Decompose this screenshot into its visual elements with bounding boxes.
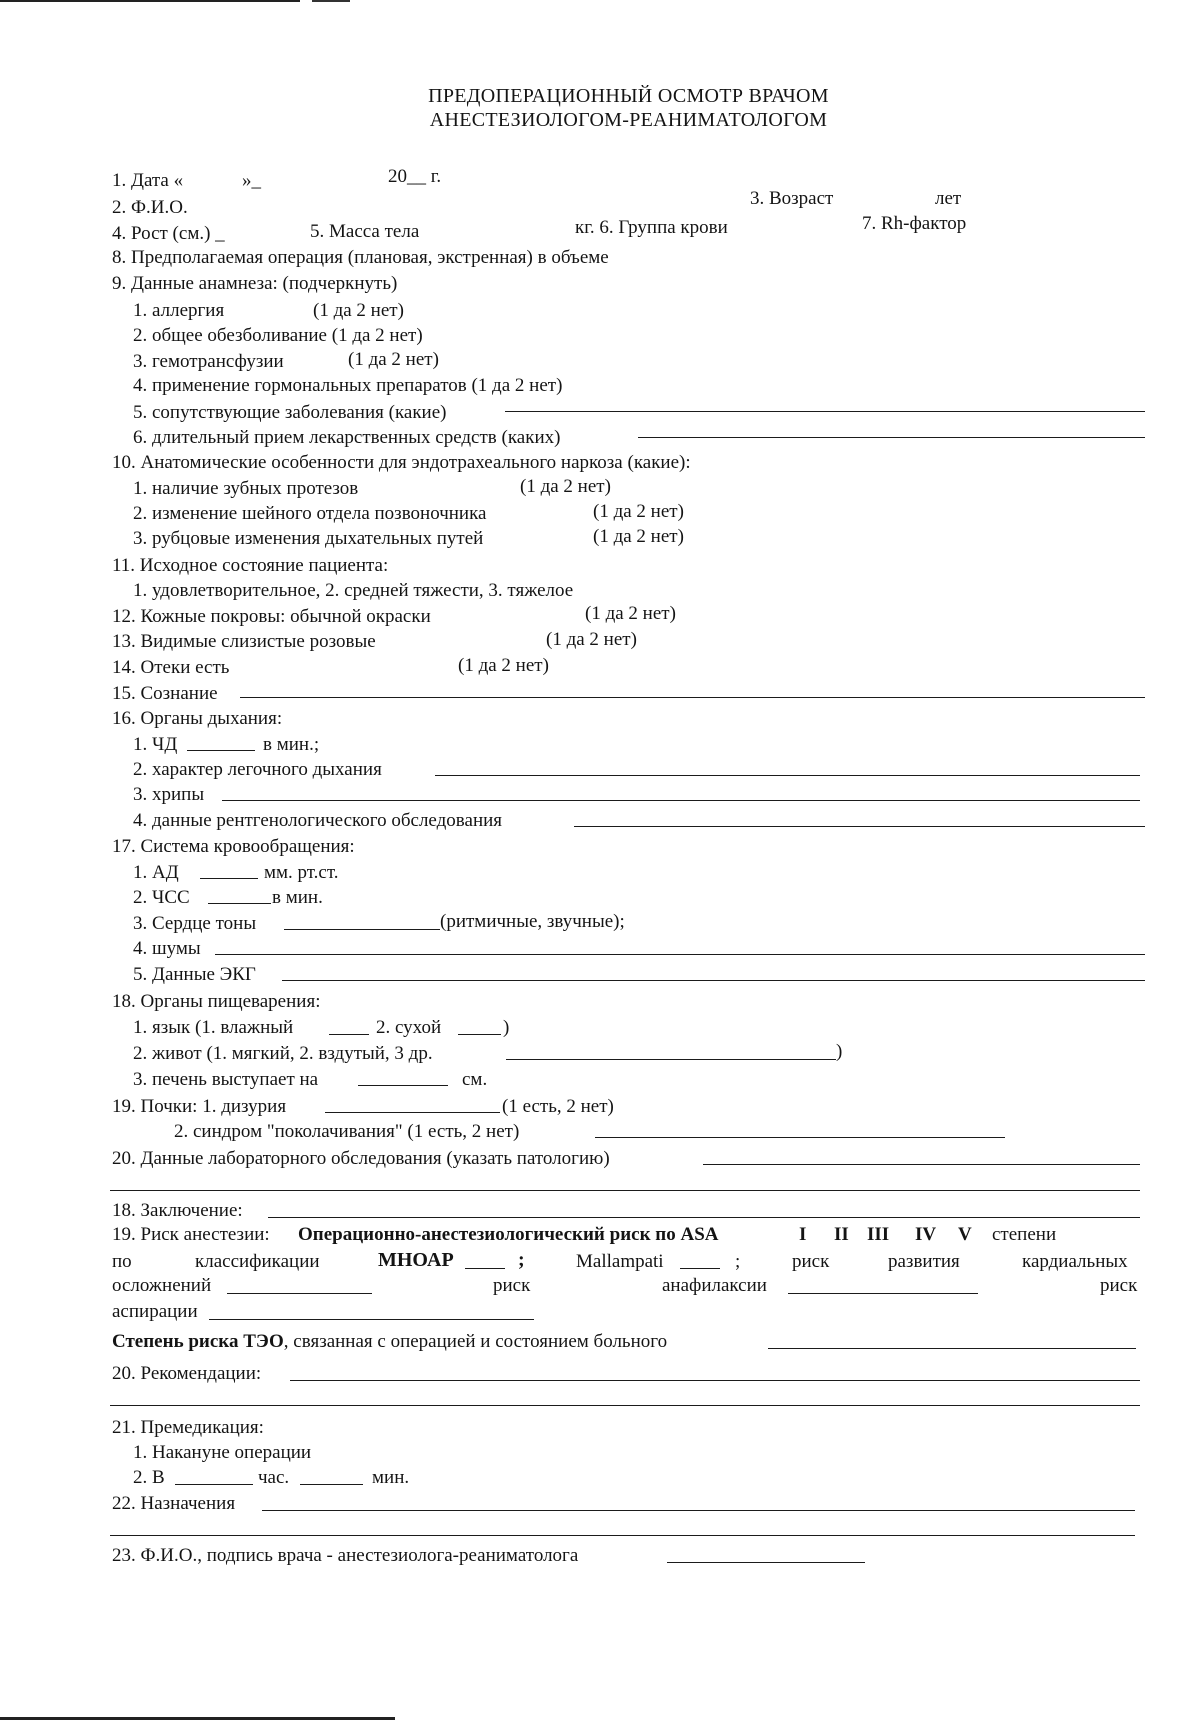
risk-row2-risk: риск — [792, 1251, 830, 1272]
field-16-1-unit: в мин.; — [263, 734, 320, 755]
field-17-label: 17. Система кровообращения: — [112, 836, 355, 857]
risk-asa-label: Операционно-анестезиологический риск по ASA — [298, 1224, 719, 1245]
signature-line[interactable] — [667, 1562, 865, 1563]
field-10-3-options: (1 да 2 нет) — [593, 526, 684, 547]
mallampati-label: Mallampati — [576, 1251, 664, 1272]
field-20-lab-label: 20. Данные лабораторного обследования (указать патологию) — [112, 1148, 610, 1169]
field-9-5-line[interactable] — [505, 411, 1145, 412]
asa-class-1[interactable]: I — [799, 1224, 807, 1245]
field-5-6-label: кг. 6. Группа крови — [575, 217, 728, 238]
field-9-3-label: 3. гемотрансфузии — [133, 351, 284, 372]
field-4-label: 4. Рост (см.) _ — [112, 223, 225, 244]
mnoar-line[interactable] — [465, 1268, 505, 1269]
risk-row2-cardiac: кардиальных — [1022, 1251, 1128, 1272]
field-15-label: 15. Сознание — [112, 683, 218, 704]
scan-edge-top — [0, 0, 300, 2]
field-20-recommendations-label: 20. Рекомендации: — [112, 1363, 262, 1384]
field-18-3-line[interactable] — [358, 1085, 448, 1086]
field-18-conclusion-label: 18. Заключение: — [112, 1200, 243, 1221]
field-9-label: 9. Данные анамнеза: (подчеркнуть) — [112, 273, 398, 294]
field-10-1-label: 1. наличие зубных протезов — [133, 478, 359, 499]
field-16-label: 16. Органы дыхания: — [112, 708, 283, 729]
field-3-label: 3. Возраст — [750, 188, 834, 209]
field-16-1-label: 1. ЧД — [133, 734, 178, 755]
field-16-1-line[interactable] — [187, 750, 255, 751]
field-18-3-unit: см. — [462, 1069, 488, 1090]
field-9-2-label: 2. общее обезболивание (1 да 2 нет) — [133, 325, 423, 346]
prescriptions-line-1[interactable] — [262, 1510, 1135, 1511]
risk-label: 19. Риск анестезии: — [112, 1224, 270, 1245]
risk-row2-po: по — [112, 1251, 132, 1272]
field-8-label: 8. Предполагаемая операция (плановая, экстренная) в объеме — [112, 247, 609, 268]
field-22-label: 22. Назначения — [112, 1493, 236, 1514]
field-14-options: (1 да 2 нет) — [458, 655, 549, 676]
field-1-label: 1. Дата « — [112, 170, 184, 191]
field-18-1-dry-label: 2. сухой — [376, 1017, 442, 1038]
field-19-2-label: 2. синдром "поколачивания" (1 есть, 2 нет) — [174, 1121, 520, 1142]
field-21-1-label: 1. Накануне операции — [133, 1442, 312, 1463]
field-12-options: (1 да 2 нет) — [585, 603, 676, 624]
field-16-3-label: 3. хрипы — [133, 784, 205, 805]
field-18-1-label: 1. язык (1. влажный — [133, 1017, 294, 1038]
field-17-1-line[interactable] — [200, 878, 258, 879]
field-1-year: 20__ г. — [388, 166, 442, 187]
field-18-conclusion-line[interactable] — [268, 1217, 1140, 1218]
field-1-quote: »_ — [242, 170, 261, 191]
field-18-2-label: 2. живот (1. мягкий, 2. вздутый, 3 др. — [133, 1043, 433, 1064]
risk-row4-aspiration: аспирации — [112, 1301, 198, 1322]
prescriptions-line-2[interactable] — [110, 1535, 1135, 1536]
field-9-4-label: 4. применение гормональных препаратов (1 да 2 нет) — [133, 375, 563, 396]
field-3-unit: лет — [935, 188, 962, 209]
teo-risk-rest: , связанная с операцией и состоянием больного — [283, 1331, 668, 1352]
field-17-4-line[interactable] — [215, 954, 1145, 955]
field-11-options: 1. удовлетворительное, 2. средней тяжести, 3. тяжелое — [133, 580, 574, 601]
field-14-label: 14. Отеки есть — [112, 657, 230, 678]
field-10-3-label: 3. рубцовые изменения дыхательных путей — [133, 528, 484, 549]
field-9-6-label: 6. длительный прием лекарственных средств (каких) — [133, 427, 561, 448]
field-17-4-label: 4. шумы — [133, 938, 201, 959]
field-17-5-line[interactable] — [282, 980, 1145, 981]
premed-min-line[interactable] — [300, 1484, 363, 1485]
field-18-1-moist-line[interactable] — [329, 1034, 369, 1035]
aspiration-risk-line[interactable] — [209, 1319, 534, 1320]
risk-row3-risk: риск — [493, 1275, 531, 1296]
field-16-2-label: 2. характер легочного дыхания — [133, 759, 382, 780]
mnoar-semicolon: ; — [518, 1249, 525, 1271]
asa-class-5[interactable]: V — [958, 1224, 972, 1245]
recommendations-line-1[interactable] — [290, 1380, 1140, 1381]
field-17-3-line[interactable] — [284, 929, 440, 930]
field-19-2-line[interactable] — [595, 1137, 1005, 1138]
field-16-4-line[interactable] — [574, 826, 1145, 827]
field-17-2-unit: в мин. — [272, 887, 323, 908]
cardiac-risk-line[interactable] — [227, 1293, 372, 1294]
field-19-1-line[interactable] — [325, 1112, 500, 1113]
mallampati-semicolon: ; — [735, 1251, 741, 1272]
field-18-1-dry-line[interactable] — [458, 1034, 501, 1035]
field-13-label: 13. Видимые слизистые розовые — [112, 631, 376, 652]
teo-risk-bold: Степень риска ТЭО — [112, 1331, 284, 1352]
teo-risk-label — [112, 1331, 667, 1353]
risk-row2-development: развития — [888, 1251, 960, 1272]
field-18-1-close: ) — [503, 1017, 510, 1038]
field-7-label: 7. Rh-фактор — [862, 213, 967, 234]
teo-risk-line[interactable] — [768, 1348, 1136, 1349]
field-18-2-line[interactable] — [506, 1059, 836, 1060]
risk-row2-classification: классификации — [195, 1251, 320, 1272]
field-20-lab-line-2[interactable] — [110, 1190, 1140, 1191]
risk-degree-label: степени — [992, 1224, 1057, 1245]
mallampati-line[interactable] — [680, 1268, 720, 1269]
premed-hour-line[interactable] — [175, 1484, 253, 1485]
field-19-1-options: (1 есть, 2 нет) — [502, 1096, 614, 1117]
title-line-1: ПРЕДОПЕРАЦИОННЫЙ ОСМОТР ВРАЧОМ — [428, 85, 829, 107]
field-21-2-min-unit: мин. — [372, 1467, 410, 1488]
field-21-2-label: 2. В — [133, 1467, 165, 1488]
field-9-3-options: (1 да 2 нет) — [348, 349, 439, 370]
field-20-lab-line-1[interactable] — [703, 1164, 1140, 1165]
field-17-2-line[interactable] — [208, 903, 271, 904]
field-17-3-options: (ритмичные, звучные); — [440, 911, 625, 932]
field-23-label: 23. Ф.И.О., подпись врача - анестезиолога-реаниматолога — [112, 1545, 579, 1566]
recommendations-line-2[interactable] — [110, 1405, 1140, 1406]
asa-class-2[interactable]: II — [834, 1224, 849, 1245]
field-21-2-hour-unit: час. — [258, 1467, 290, 1488]
field-10-2-options: (1 да 2 нет) — [593, 501, 684, 522]
field-10-1-options: (1 да 2 нет) — [520, 476, 611, 497]
field-5-label: 5. Масса тела — [310, 221, 420, 242]
field-18-digestion-label: 18. Органы пищеварения: — [112, 991, 321, 1012]
field-2-label: 2. Ф.И.О. — [112, 197, 188, 218]
scan-edge-bottom — [0, 1717, 395, 1720]
field-16-4-label: 4. данные рентгенологического обследования — [133, 810, 503, 831]
field-17-1-label: 1. АД — [133, 862, 179, 883]
anaphylaxis-risk-line[interactable] — [788, 1293, 978, 1294]
field-9-1-label: 1. аллергия — [133, 300, 225, 321]
field-10-label: 10. Анатомические особенности для эндотрахеального наркоза (какие): — [112, 452, 691, 473]
field-11-label: 11. Исходное состояние пациента: — [112, 555, 389, 576]
field-17-2-label: 2. ЧСС — [133, 887, 190, 908]
scan-edge-top-fragment — [312, 0, 350, 2]
field-16-3-line[interactable] — [222, 800, 1140, 801]
field-17-5-label: 5. Данные ЭКГ — [133, 964, 256, 985]
risk-row3-risk-2: риск — [1100, 1275, 1138, 1296]
risk-row3-anaphylaxis: анафилаксии — [662, 1275, 767, 1296]
field-15-line[interactable] — [240, 697, 1145, 698]
field-16-2-line[interactable] — [435, 775, 1140, 776]
field-9-5-label: 5. сопутствующие заболевания (какие) — [133, 402, 447, 423]
field-13-options: (1 да 2 нет) — [546, 629, 637, 650]
field-10-2-label: 2. изменение шейного отдела позвоночника — [133, 503, 487, 524]
asa-class-3[interactable]: III — [867, 1224, 890, 1245]
mnoar-label: МНОАР — [378, 1249, 454, 1271]
field-19-kidney-label: 19. Почки: 1. дизурия — [112, 1096, 287, 1117]
field-17-1-unit: мм. рт.ст. — [264, 862, 339, 883]
field-18-2-close: ) — [836, 1041, 843, 1062]
field-17-3-label: 3. Сердце тоны — [133, 913, 257, 934]
asa-class-4[interactable]: IV — [915, 1224, 937, 1245]
field-21-label: 21. Премедикация: — [112, 1417, 264, 1438]
form-title — [0, 84, 1200, 132]
field-12-label: 12. Кожные покровы: обычной окраски — [112, 606, 431, 627]
risk-row3-complications: осложнений — [112, 1275, 212, 1296]
field-9-6-line[interactable] — [638, 437, 1145, 438]
field-9-1-options: (1 да 2 нет) — [313, 300, 404, 321]
field-18-3-label: 3. печень выступает на — [133, 1069, 319, 1090]
title-line-2: АНЕСТЕЗИОЛОГОМ-РЕАНИМАТОЛОГОМ — [429, 109, 828, 131]
